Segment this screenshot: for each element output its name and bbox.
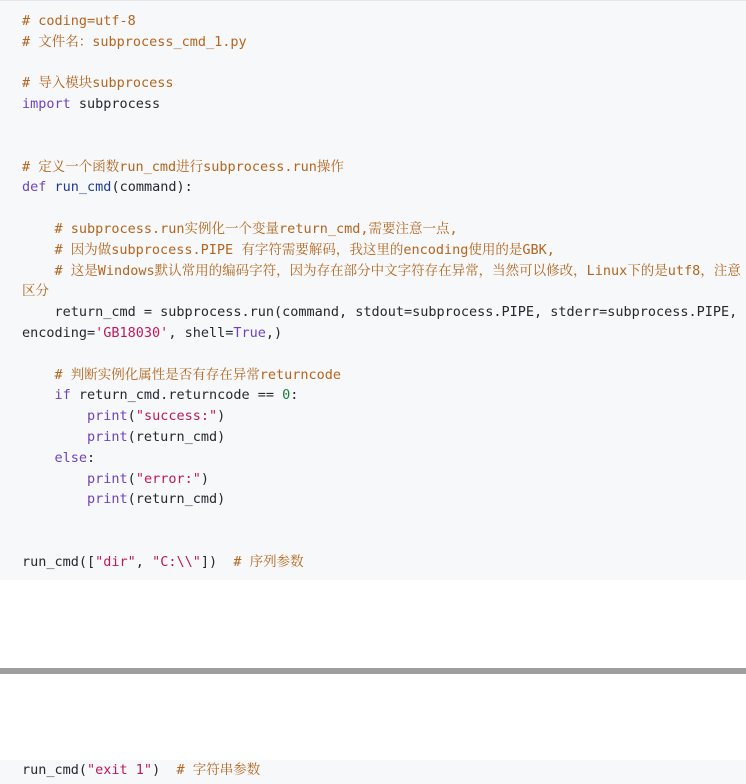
code-token: # 序列参数 <box>233 553 304 570</box>
code-line <box>22 261 746 303</box>
code-line <box>22 510 746 531</box>
code-token: ) <box>200 470 209 487</box>
code-token: # subprocess.run实例化一个变量return_cmd,需要注意一点, <box>54 220 458 237</box>
code-token: (return_cmd) <box>127 428 226 445</box>
code-line <box>22 11 746 32</box>
code-line <box>22 115 746 136</box>
code-line <box>22 760 746 781</box>
code-block-exit-call <box>0 760 746 784</box>
code-token: if <box>54 387 71 404</box>
code-token: run_cmd([ <box>22 553 96 570</box>
code-line <box>22 32 746 53</box>
code-line <box>22 344 746 365</box>
code-line <box>22 136 746 157</box>
code-token: run_cmd <box>54 179 112 196</box>
code-token: def <box>22 179 47 196</box>
code-token: "error:" <box>135 470 201 487</box>
code-token: else <box>54 449 88 466</box>
code-token: print <box>87 470 128 487</box>
code-token: import <box>22 96 71 113</box>
code-token: "exit 1" <box>87 762 153 778</box>
code-line <box>22 302 746 344</box>
code-token: ( <box>127 408 136 425</box>
code-token: # 这是Windows默认常用的编码字符，因为存在部分中文字符存在异常，当然可以修改，Linux下的是utf8，注意区分 <box>22 262 741 300</box>
code-token: run_cmd( <box>22 762 88 778</box>
code-content <box>0 1 746 573</box>
code-line <box>22 469 746 490</box>
code-token: print <box>87 408 128 425</box>
code-token: print <box>87 428 128 445</box>
code-token: : <box>290 387 299 404</box>
code-line <box>22 219 746 240</box>
code-line <box>22 448 746 469</box>
code-token: (command): <box>111 179 193 196</box>
code-token: , <box>135 553 153 570</box>
code-line <box>22 365 746 386</box>
code-token: "C:\\" <box>152 553 201 570</box>
code-token: "success:" <box>135 408 218 425</box>
code-token: return_cmd.returncode == <box>70 387 283 404</box>
code-line <box>22 427 746 448</box>
code-token: True <box>233 324 266 341</box>
code-token: return_cmd = subprocess.run(command, stdout=subprocess.PIPE, stderr=subprocess.PIPE, encoding= <box>22 304 746 341</box>
code-line <box>22 552 746 573</box>
code-token <box>46 179 54 195</box>
code-line <box>22 489 746 510</box>
code-line <box>22 177 746 198</box>
code-line <box>22 240 746 261</box>
code-token: # 定义一个函数run_cmd进行subprocess.run操作 <box>22 158 344 175</box>
code-token: : <box>87 449 96 466</box>
code-token: ]) <box>200 553 234 570</box>
code-line <box>22 198 746 219</box>
code-line <box>22 157 746 178</box>
code-token: ) <box>217 408 226 425</box>
code-content <box>0 760 746 781</box>
code-token: "dir" <box>95 553 136 570</box>
code-token: ( <box>127 470 136 487</box>
code-line <box>22 406 746 427</box>
code-token: # coding=utf-8 <box>22 13 136 29</box>
code-token: subprocess <box>70 96 161 113</box>
code-token: ) <box>152 762 177 778</box>
code-line <box>22 531 746 552</box>
code-token: , shell= <box>168 324 234 341</box>
code-token: print <box>87 491 128 508</box>
code-token: # 导入模块subprocess <box>22 75 174 92</box>
cell-divider <box>0 668 746 674</box>
code-token: (return_cmd) <box>127 491 226 508</box>
code-token: # 字符串参数 <box>176 762 261 778</box>
code-token: ,) <box>265 324 283 341</box>
code-token: 'GB18030' <box>95 324 169 341</box>
code-token: 0 <box>282 387 291 404</box>
code-line <box>22 73 746 94</box>
code-token: # 文件名：subprocess_cmd_1.py <box>22 33 247 50</box>
code-line <box>22 94 746 115</box>
code-token: # 因为做subprocess.PIPE 有字符需要解码，我这里的encoding使用的是GBK, <box>54 241 555 258</box>
code-line <box>22 53 746 74</box>
code-line <box>22 385 746 406</box>
code-token: # 判断实例化属性是否有存在异常returncode <box>54 366 342 383</box>
